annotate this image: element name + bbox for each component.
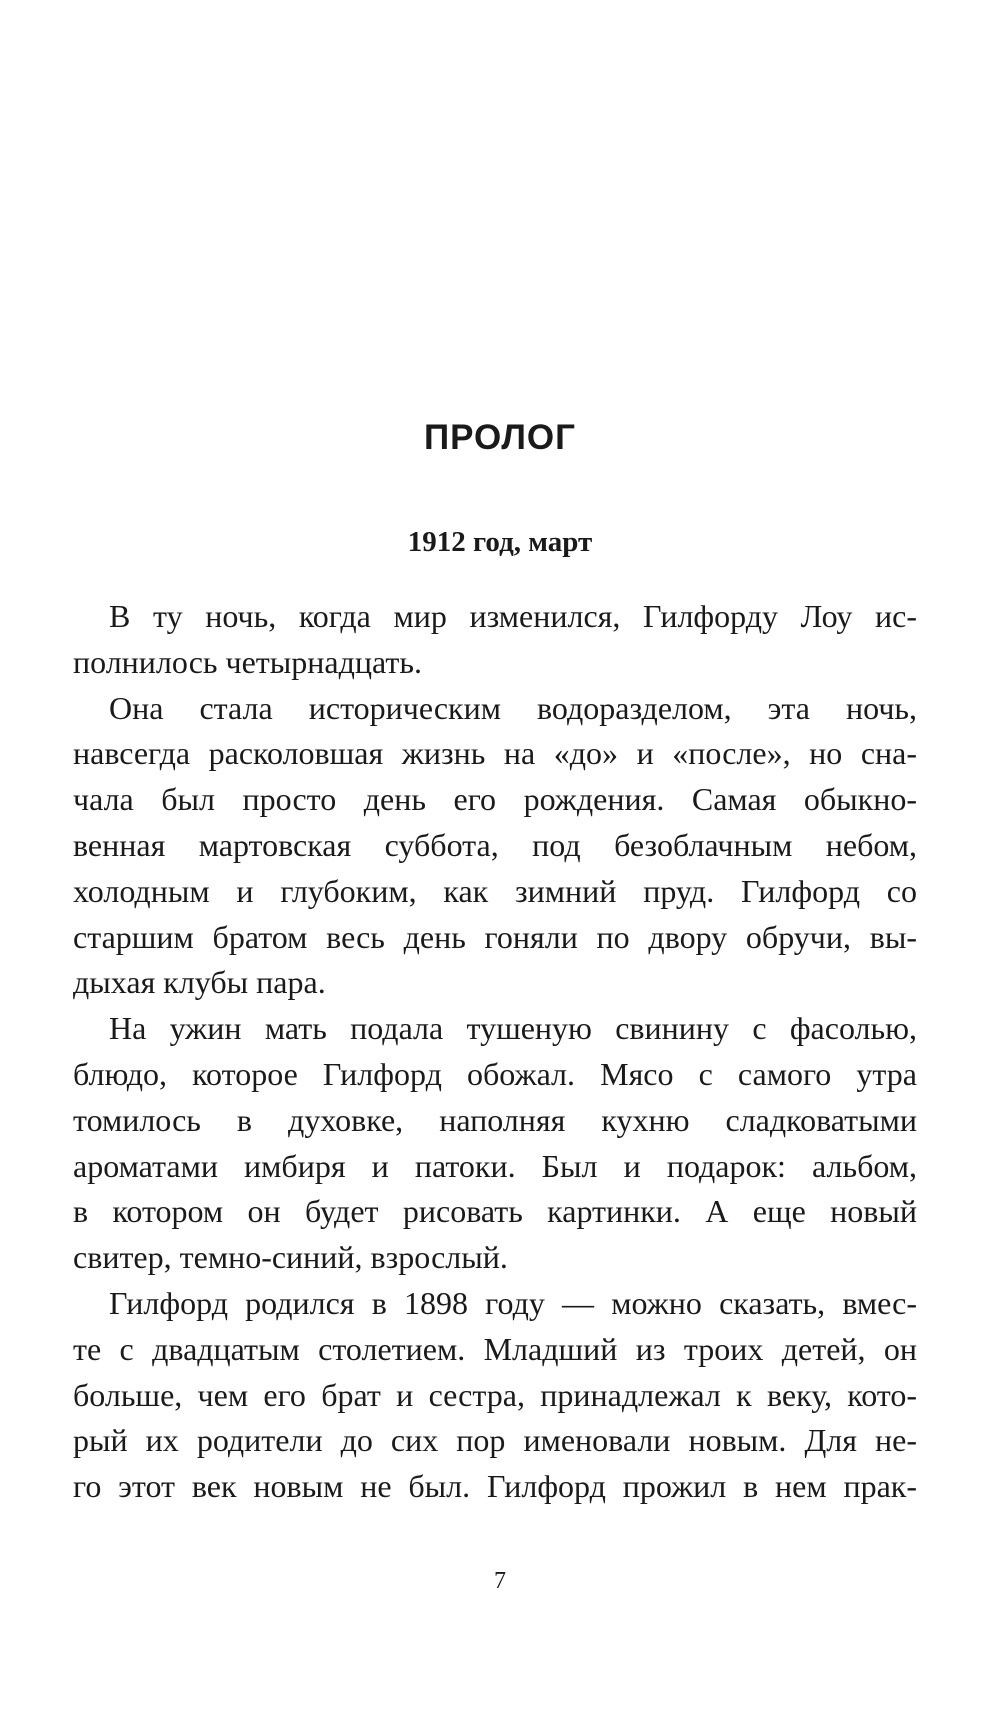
- text-line: навсегда расколовшая жизнь на «до» и «после», но сна-: [73, 735, 917, 772]
- text-line: в котором он будет рисовать картинки. А еще новый: [73, 1193, 917, 1230]
- text-line: полнилось четырнадцать.: [73, 643, 422, 680]
- text-line: дыхая клубы пара.: [73, 964, 326, 1001]
- chapter-subtitle: 1912 год, март: [407, 526, 593, 558]
- text-line: В ту ночь, когда мир изменился, Гилфорду Лоу ис-: [109, 598, 917, 634]
- text-line: венная мартовская суббота, под безоблачным небом,: [73, 826, 917, 863]
- text-line: блюдо, которое Гилфорд обожал. Мясо с самого утра: [73, 1055, 917, 1092]
- text-line: На ужин мать подала тушеную свинину с фасолью,: [109, 1010, 917, 1047]
- text-line: томилось в духовке, наполняя кухню сладковатыми: [73, 1101, 917, 1138]
- text-line: Она стала историческим водоразделом, эта ночь,: [109, 689, 917, 726]
- body-text: [73, 594, 917, 1510]
- text-line: больше, чем его брат и сестра, принадлежал к веку, кото-: [73, 1376, 917, 1413]
- text-line: те с двадцатым столетием. Младший из троих детей, он: [73, 1330, 917, 1367]
- text-line: ароматами имбиря и патоки. Был и подарок: альбом,: [73, 1147, 917, 1184]
- text-line: Гилфорд родился в 1898 году — можно сказать, вмес-: [109, 1284, 917, 1321]
- chapter-title: ПРОЛОГ: [423, 418, 576, 457]
- text-line: холодным и глубоким, как зимний пруд. Гилфорд со: [73, 872, 917, 909]
- text-line: рый их родители до сих пор именовали новым. Для не-: [73, 1422, 917, 1459]
- text-line: чала был просто день его рождения. Самая обыкно-: [73, 781, 917, 818]
- text-line: старшим братом весь день гоняли по двору обручи, вы-: [73, 918, 917, 955]
- text-line: го этот век новым не был. Гилфорд прожил в нем прак-: [73, 1468, 917, 1505]
- page-number: 7: [494, 1568, 506, 1594]
- text-line: свитер, темно-синий, взрослый.: [73, 1239, 508, 1276]
